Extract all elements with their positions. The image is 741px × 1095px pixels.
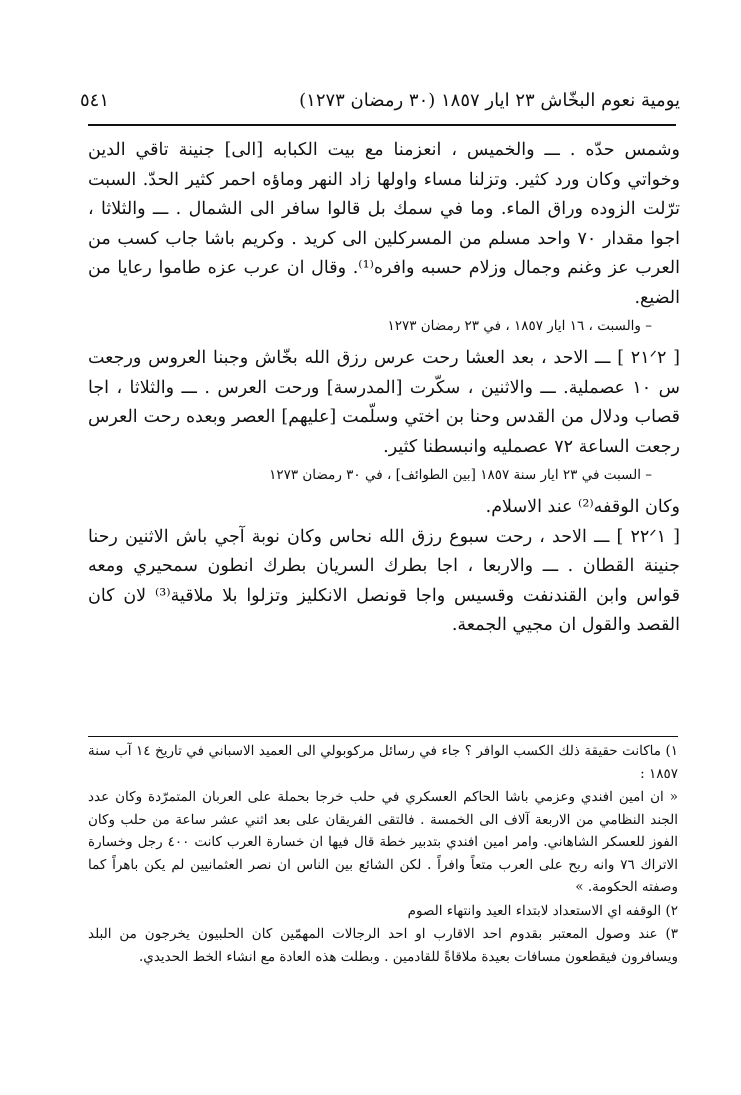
diary-paragraph-2: [ ٢١ᐟ٢ ] ـــ الاحد ، بعد العشا رحت عرس رزق الله بخّاش وجبنا العروس ورجعت س ١٠ عصملية. ـــ والاثنين ، سكّرت [المدرسة] ورحت العرس . ـــ والثلاثا ، اجا قصاب ودلال من القدس وحنا بن اختي وسلّمت [عليهم] العصر وبعده رحت العرس رجعت الساعة ٧٢ عصمليه وانبسطنا كثير. bbox=[88, 348, 681, 457]
page-number: ٥٤١ bbox=[80, 89, 110, 111]
diary-paragraph-1: وشمس حدّه . ـــ والخميس ، انعزمنا مع بيت الكبابه [الى] جنينة تاقي الدين وخواتي وكان ورد كثير. وتزلنا مساء واولها زاد النهر وماؤه احمر كثير الحدّ. السبت ترّلت الزوده وراق الماء. وما في سمك بل قالوا سافر الى الشمال . ـــ والثلاثا ، اجوا مقدار ٧٠ واحد مسلم من المسركلين الى كريد . وكريم باشا جاب كسب من العرب عز وغنم وجمال وزلام حسبه وافره⁽¹⁾. وقال ان عرب عزه طاموا رعايا من الضيع. bbox=[88, 140, 681, 308]
entry-date-label-2: – السبت في ٢٣ ايار سنة ١٨٥٧ [بين الطوائف] ، في ٣٠ رمضان ١٢٧٣ bbox=[269, 467, 652, 483]
footnote-3: ٣) عند وصول المعتبر بقدوم احد الاقارب او احد الرجالات المهمّين كان الحلبيون يخرجون من البلد ويسافرون فيقطعون مسافات بعيدة ملاقاةً للقادمين . وبطلت هذه العادة مع انشاء الخط الحديدي. bbox=[88, 926, 678, 965]
footnote-2: ٢) الوقفه اي الاستعداد لابتداء العيد وانتهاء الصوم bbox=[407, 902, 678, 919]
running-title: يومية نعوم البخّاش ٢٣ ايار ١٨٥٧ (٣٠ رمضان ١٢٧٣) bbox=[299, 89, 680, 111]
footnotes-divider bbox=[88, 736, 678, 737]
entry-date-label-1: – والسبت ، ١٦ ايار ١٨٥٧ ، في ٢٣ رمضان ١٢٧٣ bbox=[387, 318, 652, 334]
diary-paragraph-3a: وكان الوقفه⁽²⁾ عند الاسلام. bbox=[485, 497, 680, 517]
main-text bbox=[88, 136, 680, 641]
header-divider bbox=[88, 124, 676, 126]
footnote-1: ١) ماكانت حقيقة ذلك الكسب الوافر ؟ جاء في رسائل مركوبولي الى العميد الاسباني في تاريخ ١٤ آب سنة ١٨٥٧ : bbox=[88, 743, 679, 782]
diary-paragraph-3: [ ٢٢ᐟ١ ] ـــ الاحد ، رحت سبوع رزق الله نحاس وكان نوبة آجي باش الاثنين رحنا جنينة القطان . ـــ والاربعا ، اجا بطرك السريان بطرك انطون سمحيري ومعه قواس وابن القندنفت وقسيس واجا قونصل الانكليز وتزلوا بلا ملاقية⁽³⁾ لان كان القصد والقول ان مجيي الجمعة. bbox=[88, 526, 680, 635]
page-header bbox=[80, 82, 680, 118]
footnotes bbox=[88, 740, 678, 969]
footnote-1-quote: « ان امين افندي وعزمي باشا الحاكم العسكري في حلب خرجا بحملة على العربان المتمرّدة وكان عدد الجند النظامي من الاربعة آلاف الى الخمسة . فالتقى الفريقان على بعد اثني عشر ساعة من حلب وكان الفوز للعسكر الشاهاني. وامر امين افندي بتدبير خطة قال فيها ان خسارة العرب كانت ٤٠٠ رجل وخسارة الاتراك ٧٦ وانه ربح على العرب متعاً وافراً . لكن الشائع بين الناس ان نصر العثمانيين لم يكن باهراً كما وصفته الحكومة. » bbox=[88, 789, 679, 895]
